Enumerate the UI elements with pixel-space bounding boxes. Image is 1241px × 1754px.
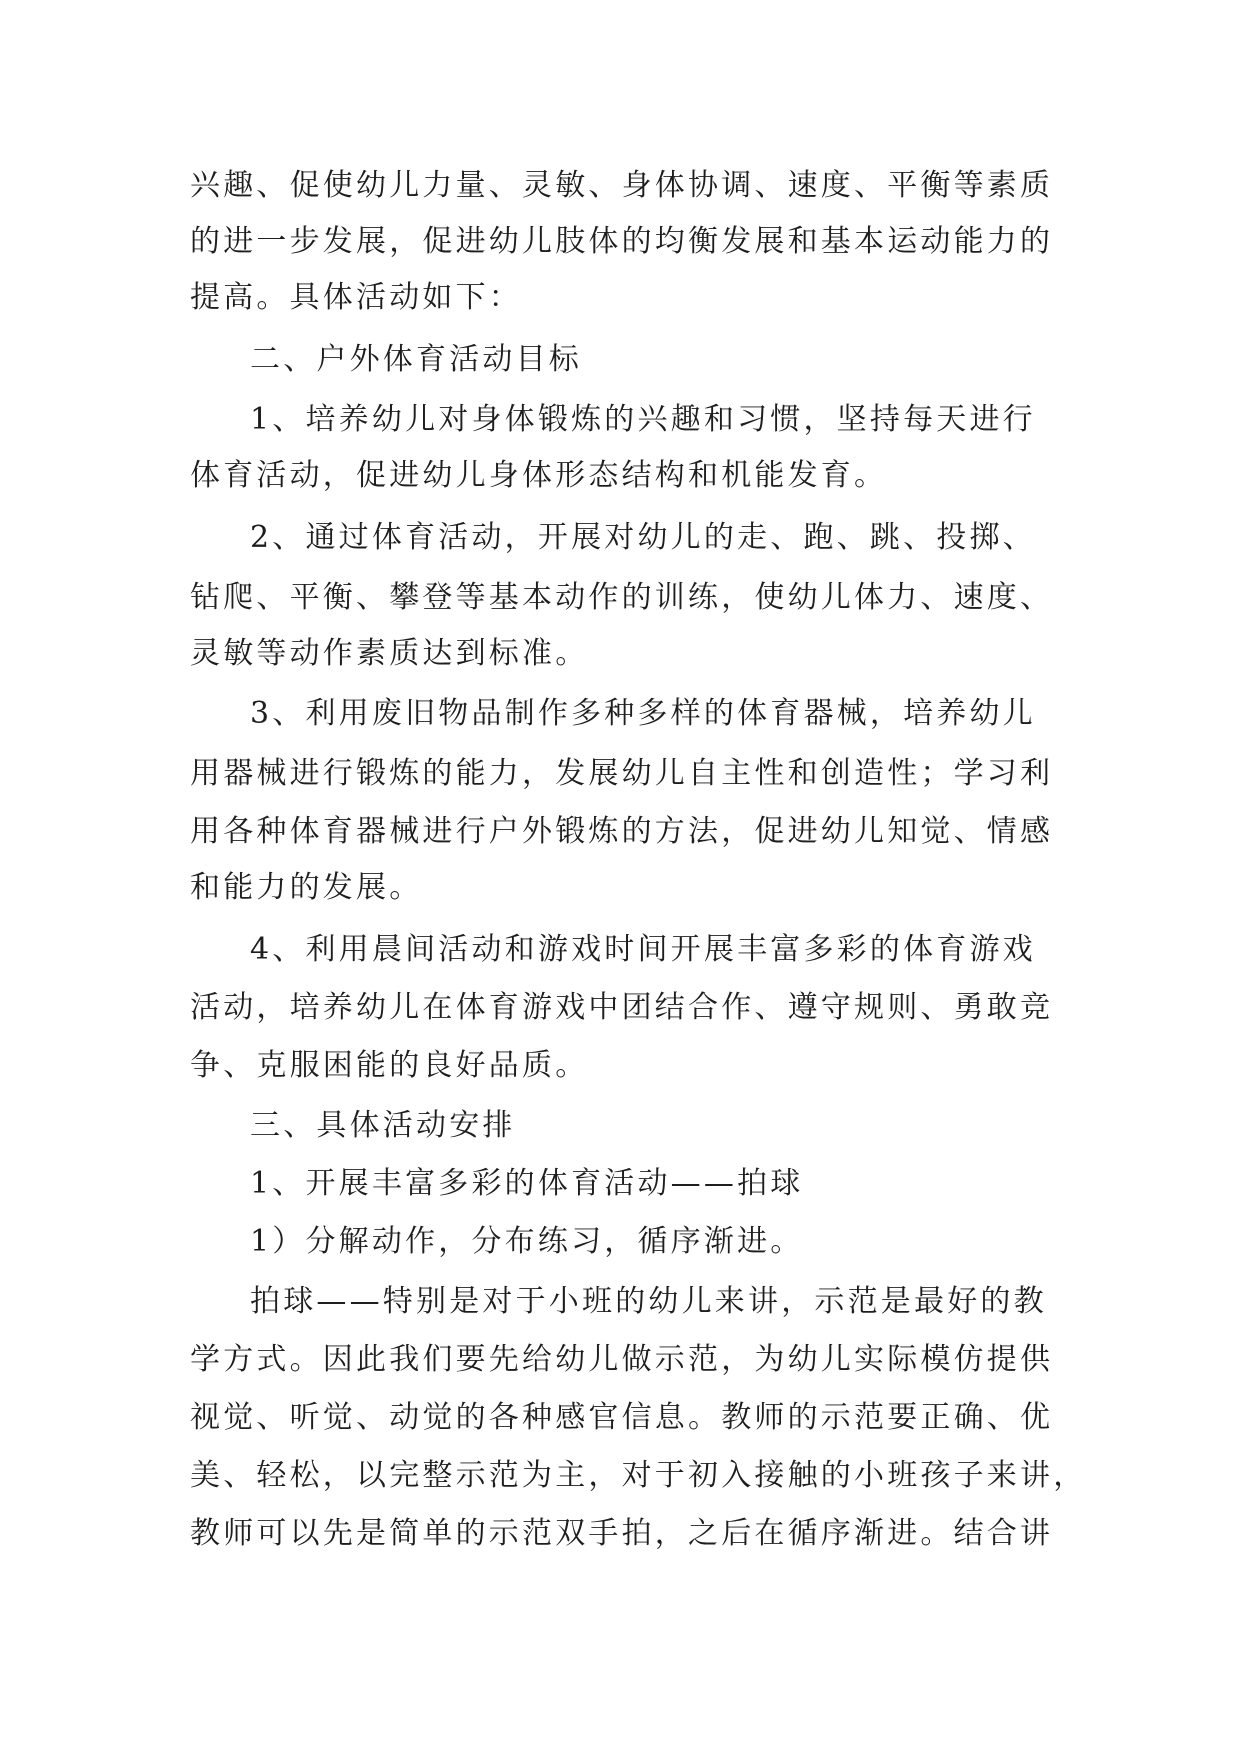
text-line: 的进一步发展，促进幼儿肢体的均衡发展和基本运动能力的 [190,224,1054,259]
text-line: 美、轻松，以完整示范为主，对于初入接触的小班孩子来讲， [190,1458,1087,1493]
text-line: 教师可以先是简单的示范双手拍，之后在循序渐进。结合讲 [190,1516,1054,1551]
text-line: 灵敏等动作素质达到标准。 [190,636,589,671]
list-item: 3、利用废旧物品制作多种多样的体育器械，培养幼儿 [250,696,1036,731]
subsection-heading: 1、开展丰富多彩的体育活动——拍球 [250,1166,804,1201]
list-item: 1、培养幼儿对身体锻炼的兴趣和习惯，坚持每天进行 [250,402,1036,437]
text-line: 和能力的发展。 [190,870,423,905]
text-line: 体育活动，促进幼儿身体形态结构和机能发育。 [190,458,888,493]
section-heading: 二、户外体育活动目标 [250,342,582,377]
text-line: 争、克服困能的良好品质。 [190,1048,589,1083]
text-line: 学方式。因此我们要先给幼儿做示范，为幼儿实际模仿提供 [190,1342,1054,1377]
text-line: 兴趣、促使幼儿力量、灵敏、身体协调、速度、平衡等素质 [190,168,1054,203]
paragraph-line: 拍球——特别是对于小班的幼儿来讲，示范是最好的教 [250,1284,1047,1319]
text-line: 用各种体育器械进行户外锻炼的方法，促进幼儿知觉、情感 [190,814,1054,849]
list-item: 4、利用晨间活动和游戏时间开展丰富多彩的体育游戏 [250,932,1036,967]
section-heading: 三、具体活动安排 [250,1108,516,1143]
text-line: 提高。具体活动如下： [190,280,522,315]
text-line: 视觉、听觉、动觉的各种感官信息。教师的示范要正确、优 [190,1400,1054,1435]
list-item: 2、通过体育活动，开展对幼儿的走、跑、跳、投掷、 [250,520,1036,555]
text-line: 活动，培养幼儿在体育游戏中团结合作、遵守规则、勇敢竞 [190,990,1054,1025]
text-line: 钻爬、平衡、攀登等基本动作的训练，使幼儿体力、速度、 [190,580,1054,615]
text-line: 用器械进行锻炼的能力，发展幼儿自主性和创造性；学习利 [190,756,1054,791]
subsection-heading: 1）分解动作，分布练习，循序渐进。 [250,1224,804,1259]
